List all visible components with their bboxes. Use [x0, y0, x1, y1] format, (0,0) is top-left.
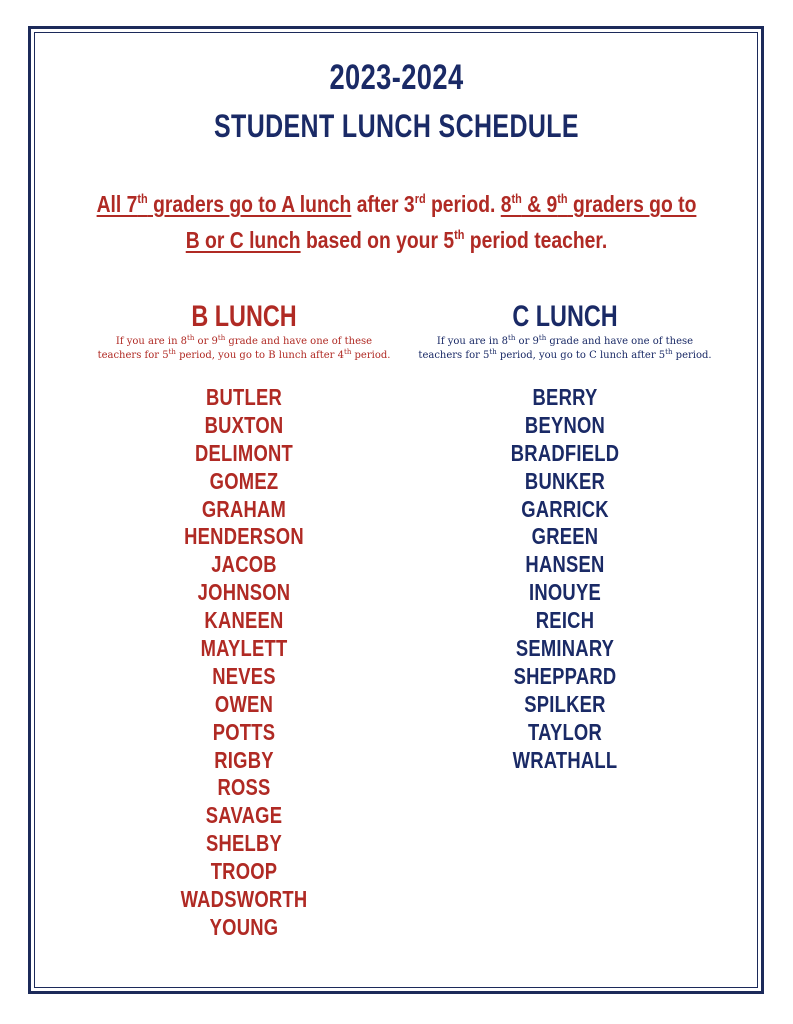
notice-7th-grade-segment: All 7th graders go to A lunch — [96, 191, 352, 217]
teacher-name: MAYLETT — [200, 635, 288, 662]
teacher-name: DELIMONT — [195, 439, 293, 466]
teacher-name: INOUYE — [529, 579, 601, 606]
teacher-name: BUNKER — [524, 467, 606, 494]
teacher-name: TROOP — [210, 858, 278, 885]
c-lunch-instructions-line-2: teachers for 5th period, you go to C lunch after 5th period. — [418, 348, 712, 361]
teacher-name: TAYLOR — [527, 718, 603, 745]
teacher-name: JOHNSON — [197, 579, 291, 606]
teacher-name: SHEPPARD — [513, 662, 617, 689]
teacher-name: BUXTON — [204, 411, 284, 438]
c-lunch-teacher-list — [405, 384, 725, 774]
teacher-name: JACOB — [211, 551, 277, 578]
b-lunch-instructions — [84, 335, 404, 363]
b-lunch-column — [84, 300, 404, 942]
teacher-name: BRADFIELD — [510, 439, 620, 466]
b-lunch-instructions-line-1: If you are in 8th or 9th grade and have one of these — [115, 334, 373, 347]
teacher-name: GOMEZ — [209, 467, 279, 494]
teacher-name: NEVES — [212, 662, 276, 689]
teacher-name: OWEN — [214, 690, 274, 717]
teacher-name: WADSWORTH — [180, 886, 308, 913]
c-lunch-column — [405, 300, 725, 774]
c-lunch-heading: C LUNCH — [512, 300, 618, 333]
teacher-name: GREEN — [531, 523, 599, 550]
teacher-name: HENDERSON — [184, 523, 304, 550]
b-lunch-teacher-list — [84, 384, 404, 942]
teacher-name: REICH — [535, 607, 595, 634]
b-lunch-heading: B LUNCH — [191, 300, 297, 333]
teacher-name: BEYNON — [524, 411, 606, 438]
teacher-name: HANSEN — [525, 551, 605, 578]
school-year-title: 2023-2024 — [329, 58, 464, 97]
teacher-name: ROSS — [217, 774, 271, 801]
b-lunch-instructions-line-2: teachers for 5th period, you go to B lunch after 4th period. — [97, 348, 391, 361]
teacher-name: GARRICK — [521, 495, 609, 522]
teacher-name: SHELBY — [205, 830, 283, 857]
teacher-name: RIGBY — [214, 746, 274, 773]
notice-line-1: All 7th graders go to A lunch after 3rd period. 8th & 9th graders go to — [96, 191, 697, 217]
teacher-name: YOUNG — [209, 913, 279, 940]
c-lunch-instructions — [405, 335, 725, 363]
teacher-name: BERRY — [532, 384, 598, 410]
teacher-name: KANEEN — [204, 607, 284, 634]
c-lunch-instructions-line-1: If you are in 8th or 9th grade and have one of these — [436, 334, 694, 347]
teacher-name: SAVAGE — [205, 802, 283, 829]
teacher-name: GRAHAM — [201, 495, 287, 522]
teacher-name: BUTLER — [205, 384, 283, 410]
notice-line-2: B or C lunch based on your 5th period teacher. — [185, 227, 608, 253]
notice-b-or-c-segment: B or C lunch — [185, 227, 301, 253]
teacher-name: POTTS — [212, 718, 276, 745]
notice-8th-9th-grade-segment: 8th & 9th graders go to — [500, 191, 697, 217]
schedule-title: STUDENT LUNCH SCHEDULE — [214, 108, 579, 144]
teacher-name: SEMINARY — [515, 635, 615, 662]
teacher-name: WRATHALL — [512, 746, 618, 773]
teacher-name: SPILKER — [524, 690, 606, 717]
